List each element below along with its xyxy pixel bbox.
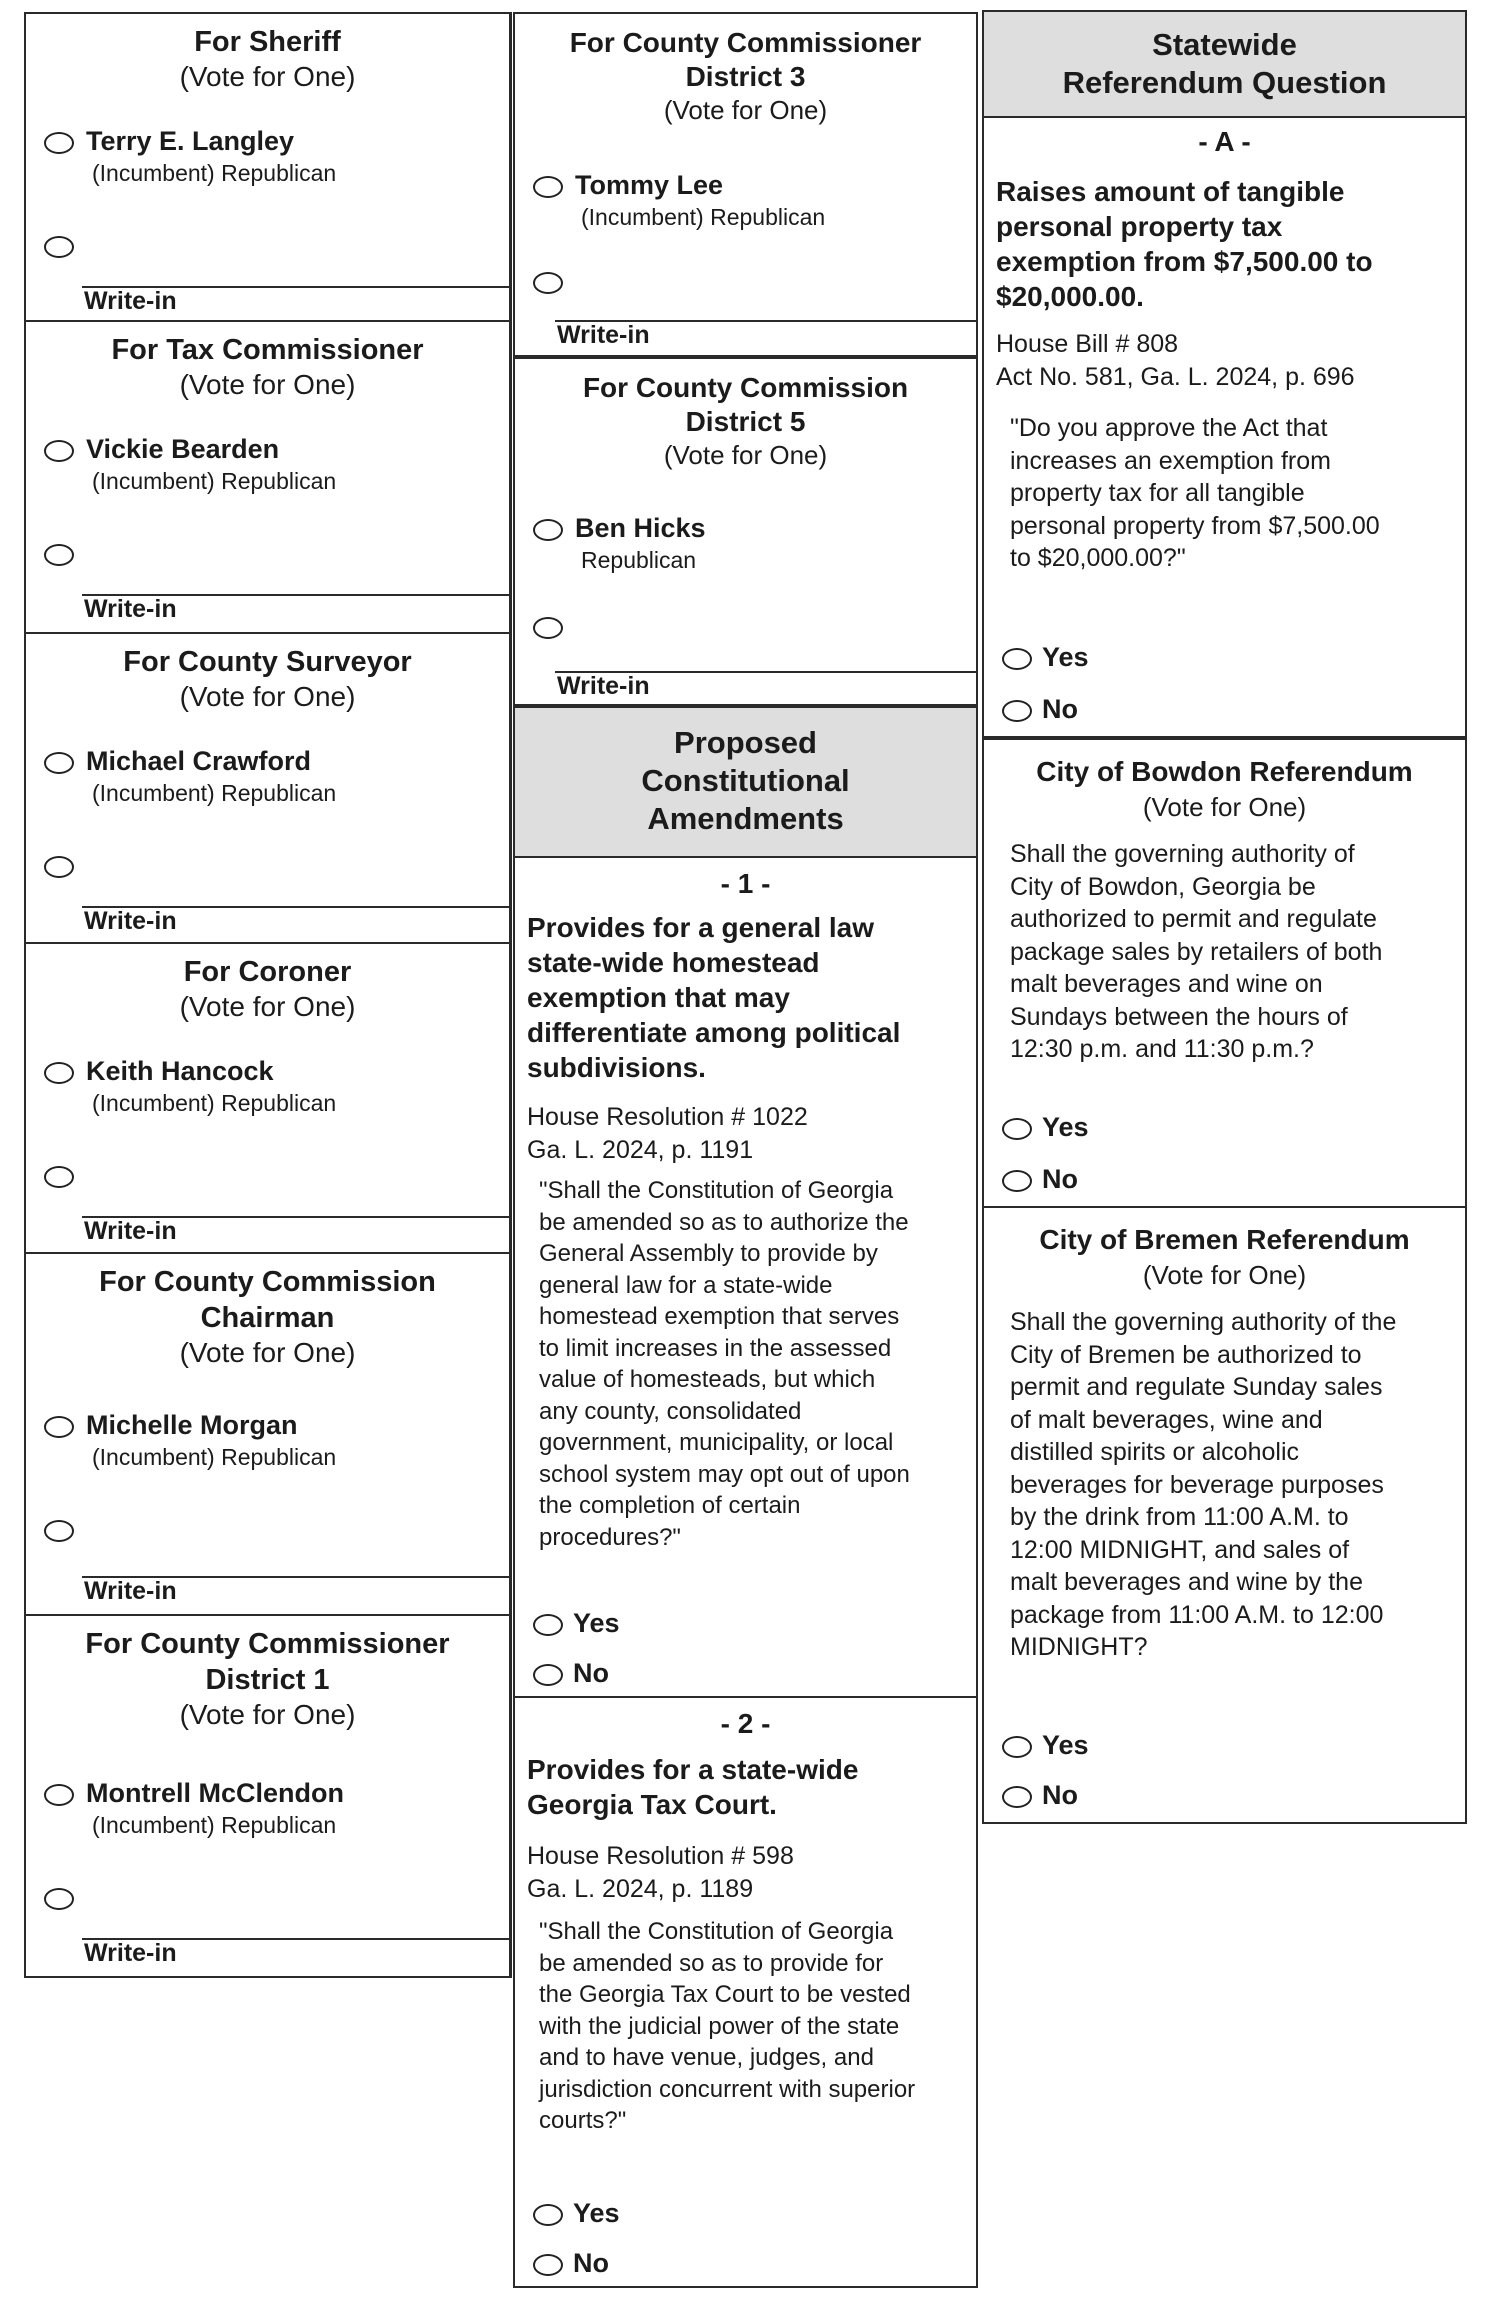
- writein-oval[interactable]: [44, 1520, 74, 1542]
- statewide-referendum-header: Statewide Referendum Question: [982, 10, 1467, 118]
- city-of-bowdon-referendum: [982, 738, 1467, 1208]
- amendment-2: [513, 1696, 978, 2288]
- referendum-text: Shall the governing authority of City of Bowdon, Georgia be authorized to permit and regulate package sales by retailers of both malt beverages and wine on Sundays between the hours of 12:30 p.m. and 11:30 p.m.?: [1010, 840, 1383, 1063]
- question-reference: House Bill # 808 Act No. 581, Ga. L. 2024, p. 696: [996, 330, 1355, 391]
- writein-oval[interactable]: [44, 544, 74, 566]
- vote-oval[interactable]: [1002, 1118, 1032, 1140]
- race-title: For Tax Commissioner: [111, 334, 424, 366]
- candidate-party: (Incumbent) Republican: [581, 204, 826, 230]
- vote-for-instruction: (Vote for One): [179, 1337, 356, 1368]
- question-number: - 1 -: [720, 868, 771, 899]
- vote-oval[interactable]: [533, 2254, 563, 2276]
- candidate-option[interactable]: [44, 1056, 499, 1116]
- race-tax-commissioner: [24, 322, 512, 634]
- writein-oval[interactable]: [44, 1166, 74, 1188]
- candidate-option[interactable]: [44, 1410, 499, 1470]
- candidate-name: Terry E. Langley: [86, 126, 295, 156]
- vote-oval[interactable]: [1002, 1736, 1032, 1758]
- race-county-commission-district-5: [513, 357, 978, 706]
- vote-oval[interactable]: [1002, 1170, 1032, 1192]
- question-text: "Do you approve the Act that increases an exemption from property tax for all tangible personal property from $7,500.00 to $20,000.00?": [1010, 414, 1380, 572]
- candidate-option[interactable]: [533, 513, 966, 573]
- yes-option[interactable]: Yes: [1002, 642, 1089, 673]
- race-sheriff: [24, 12, 512, 322]
- writein-label: Write-in: [84, 1577, 177, 1605]
- race-title: For County Commission Chairman: [99, 1266, 436, 1334]
- no-option[interactable]: No: [1002, 1780, 1078, 1811]
- candidate-name: Ben Hicks: [575, 513, 706, 543]
- question-reference: House Resolution # 598 Ga. L. 2024, p. 1189: [527, 1842, 794, 1903]
- candidate-option[interactable]: [44, 746, 499, 806]
- amendments-header: Proposed Constitutional Amendments: [513, 706, 978, 858]
- vote-for-instruction: (Vote for One): [179, 369, 356, 400]
- vote-oval[interactable]: [533, 176, 563, 198]
- race-county-commission-chairman: [24, 1254, 512, 1616]
- race-title: For County Commissioner District 3: [569, 27, 922, 92]
- candidate-party: (Incumbent) Republican: [92, 1444, 337, 1470]
- question-summary: Provides for a state-wide Georgia Tax Court.: [527, 1754, 859, 1820]
- candidate-party: (Incumbent) Republican: [92, 160, 337, 186]
- no-option[interactable]: No: [533, 2248, 609, 2279]
- question-number: - 2 -: [720, 1708, 771, 1739]
- writein-label: Write-in: [84, 287, 177, 315]
- race-county-commissioner-district-1: [24, 1616, 512, 1978]
- question-text: "Shall the Constitution of Georgia be amended so as to provide for the Georgia Tax Court to be vested with the judicial power of the state and to have venue, judges, and jurisdiction concurrent with superior courts?": [539, 1918, 916, 2134]
- referendum-text: Shall the governing authority of the City of Bremen be authorized to permit and regulate Sunday sales of malt beverages, wine and distilled spirits or alcoholic beverages for beverage purposes by the drink from 11:00 A.M. to 12:00 MIDNIGHT, and sales of malt beverages and wine by the package from 11:00 A.M. to 12:00 MIDNIGHT?: [1010, 1308, 1397, 1661]
- vote-oval[interactable]: [533, 1614, 563, 1636]
- candidate-party: (Incumbent) Republican: [92, 1090, 337, 1116]
- writein-oval[interactable]: [533, 272, 563, 294]
- vote-for-instruction: (Vote for One): [179, 61, 356, 92]
- candidate-party: (Incumbent) Republican: [92, 780, 337, 806]
- race-title: For Sheriff: [194, 26, 341, 58]
- question-summary: Provides for a general law state-wide homestead exemption that may differentiate among political subdivisions.: [527, 912, 901, 1083]
- no-option[interactable]: No: [533, 1658, 609, 1689]
- writein-label: Write-in: [557, 321, 650, 349]
- writein-label: Write-in: [557, 672, 650, 700]
- vote-for-instruction: (Vote for One): [663, 95, 828, 125]
- writein-label: Write-in: [84, 595, 177, 623]
- vote-oval[interactable]: [533, 2204, 563, 2226]
- race-title: For County Commissioner District 1: [85, 1628, 450, 1696]
- race-title: For County Surveyor: [123, 646, 412, 678]
- writein-oval[interactable]: [44, 856, 74, 878]
- yes-option[interactable]: Yes: [1002, 1730, 1089, 1761]
- question-text: "Shall the Constitution of Georgia be amended so as to authorize the General Assembly to provide by general law for a state-wide homestead exemption that serves to limit increases in the assessed value of homesteads, but which any county, consolidated government, municipality, or local school system may opt out of upon the completion of certain procedures?": [539, 1177, 910, 1551]
- writein-label: Write-in: [84, 907, 177, 935]
- no-option[interactable]: No: [1002, 1164, 1078, 1195]
- vote-for-instruction: (Vote for One): [1142, 792, 1307, 822]
- candidate-party: (Incumbent) Republican: [92, 1812, 337, 1838]
- candidate-option[interactable]: [44, 126, 499, 186]
- race-title: For Coroner: [183, 956, 352, 988]
- writein-oval[interactable]: [44, 1888, 74, 1910]
- vote-oval[interactable]: [44, 132, 74, 154]
- question-number: - A -: [1198, 126, 1251, 157]
- vote-oval[interactable]: [1002, 648, 1032, 670]
- writein-label: Write-in: [84, 1217, 177, 1245]
- question-summary: Raises amount of tangible personal property tax exemption from $7,500.00 to $20,000.00.: [996, 176, 1373, 312]
- candidate-party: (Incumbent) Republican: [92, 468, 337, 494]
- vote-oval[interactable]: [1002, 700, 1032, 722]
- writein-label: Write-in: [84, 1939, 177, 1967]
- candidate-option[interactable]: [44, 1778, 499, 1838]
- vote-oval[interactable]: [44, 1784, 74, 1806]
- referendum-title: City of Bowdon Referendum: [1036, 756, 1413, 787]
- candidate-option[interactable]: [44, 434, 499, 494]
- vote-for-instruction: (Vote for One): [1142, 1260, 1307, 1290]
- candidate-name: Michelle Morgan: [86, 1410, 298, 1440]
- candidate-name: Tommy Lee: [575, 170, 724, 200]
- vote-oval[interactable]: [44, 1062, 74, 1084]
- vote-oval[interactable]: [44, 440, 74, 462]
- question-reference: House Resolution # 1022 Ga. L. 2024, p. 1191: [527, 1103, 808, 1164]
- race-coroner: [24, 944, 512, 1254]
- vote-for-instruction: (Vote for One): [663, 440, 828, 470]
- race-county-commissioner-district-3: [513, 12, 978, 357]
- vote-for-instruction: (Vote for One): [179, 991, 356, 1022]
- vote-oval[interactable]: [533, 519, 563, 541]
- candidate-name: Vickie Bearden: [86, 434, 280, 464]
- city-of-bremen-referendum: [982, 1206, 1467, 1824]
- no-option[interactable]: No: [1002, 694, 1078, 725]
- statewide-question-a: [982, 116, 1467, 738]
- race-title: For County Commission District 5: [582, 372, 909, 437]
- writein-oval[interactable]: [533, 617, 563, 639]
- vote-for-instruction: (Vote for One): [179, 1699, 356, 1730]
- vote-oval[interactable]: [1002, 1786, 1032, 1808]
- writein-oval[interactable]: [44, 236, 74, 258]
- candidate-name: Keith Hancock: [86, 1056, 274, 1086]
- vote-oval[interactable]: [533, 1664, 563, 1686]
- candidate-name: Montrell McClendon: [86, 1778, 344, 1808]
- amendment-1: [513, 856, 978, 1698]
- vote-for-instruction: (Vote for One): [179, 681, 356, 712]
- referendum-title: City of Bremen Referendum: [1039, 1224, 1410, 1255]
- yes-option[interactable]: Yes: [533, 2198, 620, 2229]
- race-county-surveyor: [24, 634, 512, 944]
- candidate-name: Michael Crawford: [86, 746, 312, 776]
- candidate-option[interactable]: [533, 170, 966, 230]
- candidate-party: Republican: [581, 547, 697, 573]
- yes-option[interactable]: Yes: [533, 1608, 620, 1639]
- yes-option[interactable]: Yes: [1002, 1112, 1089, 1143]
- vote-oval[interactable]: [44, 752, 74, 774]
- vote-oval[interactable]: [44, 1416, 74, 1438]
